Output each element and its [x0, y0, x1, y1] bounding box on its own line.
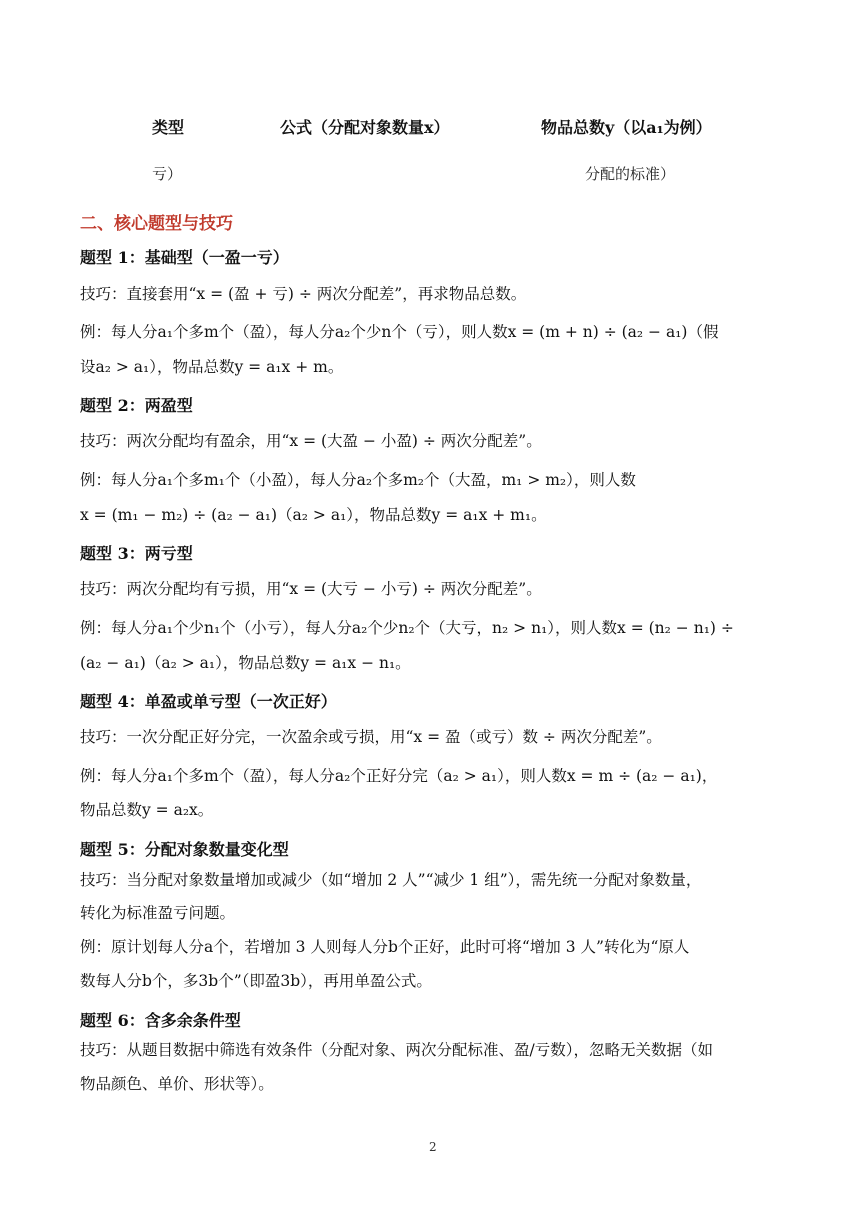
example-line: 例：每人分a₁个多m个（盈），每人分a₂个正好分完（a₂ > a₁），则人数x = m ÷ (a₂ − a₁)， — [80, 767, 718, 785]
example-line: x = (m₁ − m₂) ÷ (a₂ − a₁)（a₂ > a₁），物品总数y = a₁x + m₁。 — [80, 506, 547, 524]
example-line: (a₂ − a₁)（a₂ > a₁），物品总数y = a₁x − n₁。 — [80, 654, 411, 672]
example-line: 数每人分b个，多3b个”（即盈3b），再用单盈公式。 — [80, 972, 432, 990]
type-title: 题型 5：分配对象数量变化型 — [80, 840, 289, 859]
table-header-formula: 公式（分配对象数量x） — [280, 118, 450, 137]
type-title: 题型 4：单盈或单亏型（一次正好） — [80, 692, 337, 711]
tip-line: 物品颜色、单价、形状等）。 — [80, 1075, 274, 1093]
tip-line: 转化为标准盈亏问题。 — [80, 904, 236, 922]
type-title: 题型 6：含多余条件型 — [80, 1011, 241, 1030]
tip-line: 技巧：一次分配正好分完，一次盈余或亏损，用“x = 盈（或亏）数 ÷ 两次分配差”。 — [80, 728, 662, 746]
example-line: 例：每人分a₁个少n₁个（小亏），每人分a₂个少n₂个（大亏，n₂ > n₁），则人数x = (n₂ − n₁) ÷ — [80, 619, 734, 637]
type-title: 题型 2：两盈型 — [80, 396, 193, 415]
tip-line: 技巧：直接套用“x = (盈 + 亏) ÷ 两次分配差”，再求物品总数。 — [80, 285, 527, 303]
example-line: 例：原计划每人分a个，若增加 3 人则每人分b个正好，此时可将“增加 3 人”转化为“原人 — [80, 938, 690, 956]
example-line: 例：每人分a₁个多m₁个（小盈），每人分a₂个多m₂个（大盈，m₁ > m₂），则人数 — [80, 471, 636, 489]
type-title: 题型 1：基础型（一盈一亏） — [80, 248, 289, 267]
tip-line: 技巧：当分配对象数量增加或减少（如“增加 2 人”“减少 1 组”），需先统一分配对象数量， — [80, 871, 702, 889]
table-header-type: 类型 — [152, 118, 185, 137]
table-continuation-type: 亏） — [152, 165, 183, 183]
tip-line: 技巧：从题目数据中筛选有效条件（分配对象、两次分配标准、盈/亏数），忽略无关数据（如 — [80, 1041, 713, 1059]
tip-line: 技巧：两次分配均有盈余，用“x = (大盈 − 小盈) ÷ 两次分配差”。 — [80, 432, 542, 450]
example-line: 物品总数y = a₂x。 — [80, 801, 214, 819]
tip-line: 技巧：两次分配均有亏损，用“x = (大亏 − 小亏) ÷ 两次分配差”。 — [80, 580, 542, 598]
section-title: 二、核心题型与技巧 — [80, 214, 233, 234]
page-number: 2 — [429, 1140, 437, 1154]
type-title: 题型 3：两亏型 — [80, 544, 193, 563]
table-header-total: 物品总数y（以a₁为例） — [541, 118, 712, 137]
table-continuation-total: 分配的标准） — [585, 165, 676, 183]
example-line: 设a₂ > a₁），物品总数y = a₁x + m。 — [80, 358, 344, 376]
example-line: 例：每人分a₁个多m个（盈），每人分a₂个少n个（亏），则人数x = (m + n) ÷ (a₂ − a₁)（假 — [80, 323, 719, 341]
